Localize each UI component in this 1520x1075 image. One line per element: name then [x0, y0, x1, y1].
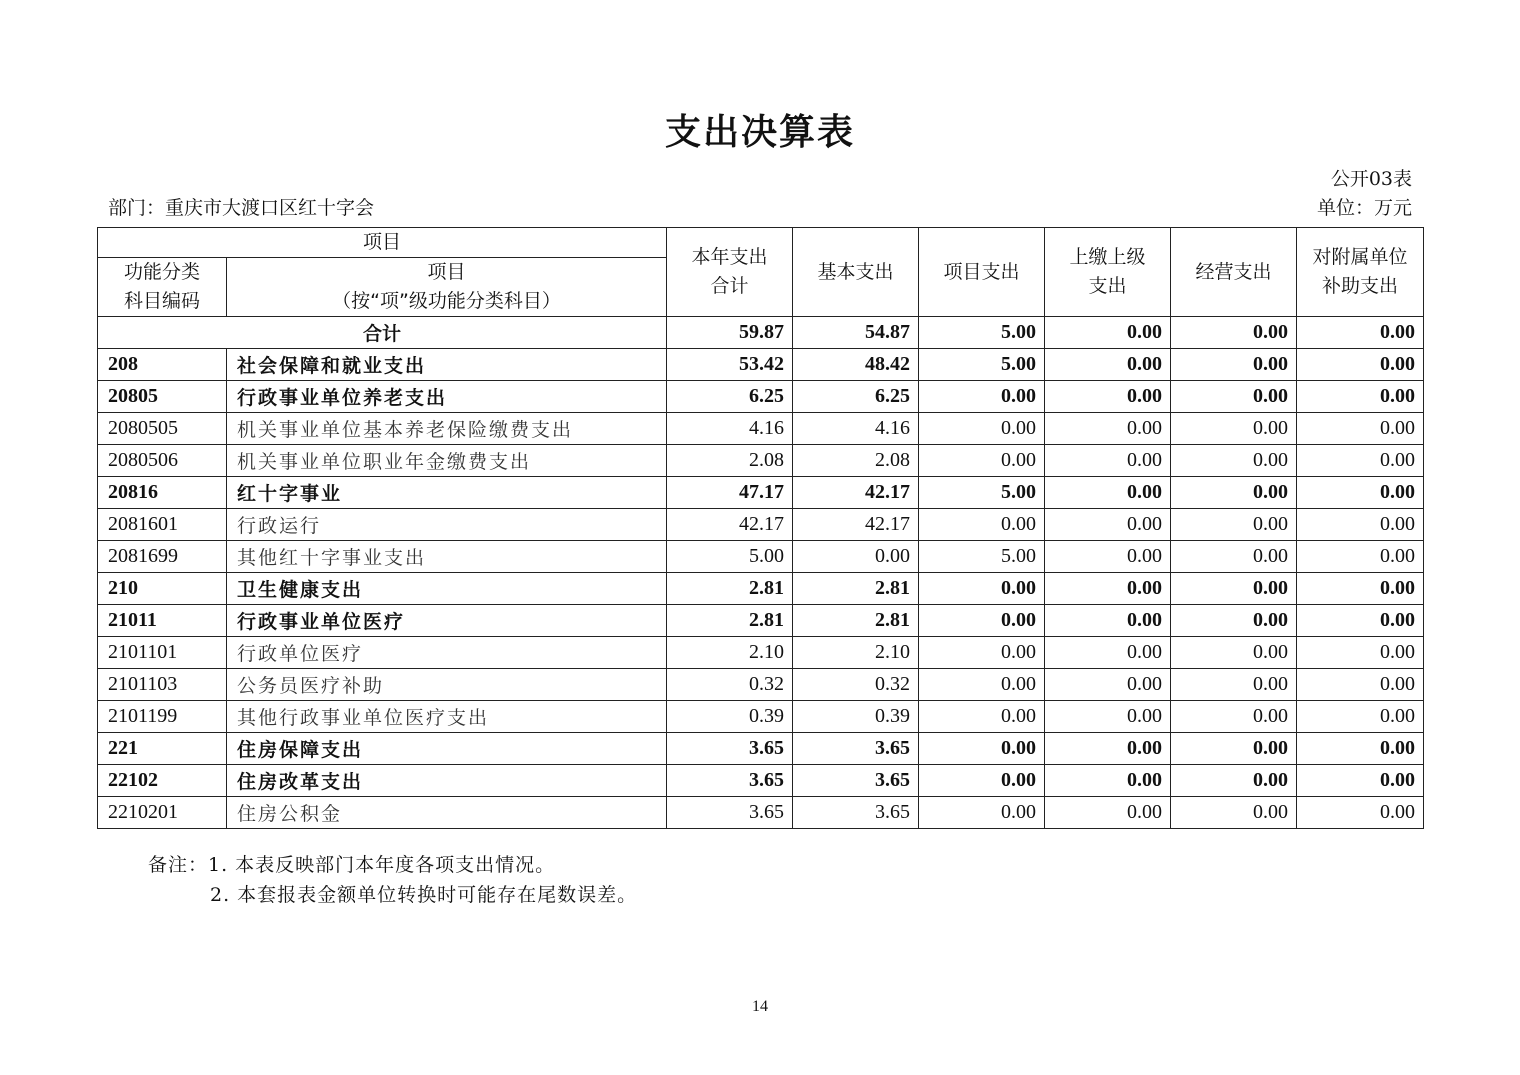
row-value: 0.00: [919, 765, 1045, 797]
row-value: 0.00: [1297, 413, 1424, 445]
row-code: 2080506: [98, 445, 227, 477]
row-value: 0.00: [919, 669, 1045, 701]
expenditure-table: [97, 227, 1424, 829]
total-value: 0.00: [1171, 317, 1297, 349]
row-value: 2.10: [793, 637, 919, 669]
row-code: 208: [98, 349, 227, 381]
row-value: 0.00: [1297, 669, 1424, 701]
row-value: 3.65: [667, 765, 793, 797]
row-code: 22102: [98, 765, 227, 797]
table-row: [98, 445, 1424, 477]
row-value: 0.00: [919, 573, 1045, 605]
row-value: 3.65: [793, 765, 919, 797]
row-value: 3.65: [667, 733, 793, 765]
row-code: 2081699: [98, 541, 227, 573]
table-row: [98, 573, 1424, 605]
row-value: 0.39: [793, 701, 919, 733]
row-value: 0.00: [919, 797, 1045, 829]
row-value: 0.00: [1297, 349, 1424, 381]
row-code: 21011: [98, 605, 227, 637]
row-value: 0.00: [1045, 381, 1171, 413]
row-value: 3.65: [793, 797, 919, 829]
row-value: 0.00: [1297, 445, 1424, 477]
row-value: 0.00: [1045, 413, 1171, 445]
row-value: 0.00: [1297, 541, 1424, 573]
row-name: 住房公积金: [227, 797, 667, 829]
row-value: 0.00: [919, 413, 1045, 445]
row-name: 机关事业单位基本养老保险缴费支出: [227, 413, 667, 445]
row-value: 5.00: [919, 541, 1045, 573]
row-value: 0.32: [667, 669, 793, 701]
row-value: 0.00: [793, 541, 919, 573]
note-line-1: 备注：1. 本表反映部门本年度各项支出情况。: [148, 854, 556, 876]
row-value: 0.32: [793, 669, 919, 701]
table-row: [98, 765, 1424, 797]
row-value: 0.00: [1171, 797, 1297, 829]
row-value: 0.00: [919, 381, 1045, 413]
row-value: 53.42: [667, 349, 793, 381]
header-project: 项目: [98, 228, 667, 258]
row-value: 2.08: [793, 445, 919, 477]
row-value: 0.00: [1171, 541, 1297, 573]
row-value: 0.00: [1297, 733, 1424, 765]
row-name: 红十字事业: [227, 477, 667, 509]
note-line-2: 2. 本套报表金额单位转换时可能存在尾数误差。: [210, 884, 638, 906]
row-name: 其他行政事业单位医疗支出: [227, 701, 667, 733]
row-value: 0.00: [1171, 413, 1297, 445]
table-row: [98, 413, 1424, 445]
row-value: 0.00: [919, 733, 1045, 765]
row-value: 5.00: [919, 349, 1045, 381]
row-value: 0.00: [1045, 477, 1171, 509]
row-value: 0.00: [1171, 605, 1297, 637]
row-value: 42.17: [793, 509, 919, 541]
total-value: 59.87: [667, 317, 793, 349]
row-value: 2.81: [667, 605, 793, 637]
row-value: 0.39: [667, 701, 793, 733]
row-value: 0.00: [1171, 669, 1297, 701]
row-name: 卫生健康支出: [227, 573, 667, 605]
row-name: 其他红十字事业支出: [227, 541, 667, 573]
header-code: 功能分类 科目编码: [98, 258, 227, 317]
row-name: 行政事业单位医疗: [227, 605, 667, 637]
row-value: 0.00: [1297, 797, 1424, 829]
row-code: 2101103: [98, 669, 227, 701]
row-value: 2.81: [793, 605, 919, 637]
row-value: 0.00: [1045, 349, 1171, 381]
row-value: 6.25: [793, 381, 919, 413]
row-value: 0.00: [1171, 701, 1297, 733]
row-name: 行政单位医疗: [227, 637, 667, 669]
row-value: 0.00: [1297, 573, 1424, 605]
row-value: 4.16: [667, 413, 793, 445]
row-value: 0.00: [1045, 541, 1171, 573]
row-value: 2.10: [667, 637, 793, 669]
row-name: 行政事业单位养老支出: [227, 381, 667, 413]
row-value: 48.42: [793, 349, 919, 381]
row-value: 0.00: [1171, 509, 1297, 541]
row-name: 公务员医疗补助: [227, 669, 667, 701]
row-value: 6.25: [667, 381, 793, 413]
row-value: 2.81: [793, 573, 919, 605]
row-value: 2.81: [667, 573, 793, 605]
row-code: 20816: [98, 477, 227, 509]
table-row: [98, 733, 1424, 765]
row-name: 机关事业单位职业年金缴费支出: [227, 445, 667, 477]
row-value: 0.00: [919, 637, 1045, 669]
row-value: 0.00: [1171, 477, 1297, 509]
header-total: 本年支出 合计: [667, 228, 793, 317]
row-value: 0.00: [1171, 637, 1297, 669]
row-value: 0.00: [1297, 477, 1424, 509]
total-row: [98, 317, 1424, 349]
row-value: 0.00: [1297, 605, 1424, 637]
row-value: 0.00: [1297, 637, 1424, 669]
row-value: 0.00: [919, 445, 1045, 477]
row-value: 0.00: [919, 701, 1045, 733]
row-value: 42.17: [793, 477, 919, 509]
row-code: 2101101: [98, 637, 227, 669]
unit-label: 单位：万元: [1316, 197, 1412, 219]
total-label: 合计: [98, 317, 667, 349]
table-row: [98, 637, 1424, 669]
row-value: 0.00: [1171, 381, 1297, 413]
row-code: 221: [98, 733, 227, 765]
table-row: [98, 477, 1424, 509]
row-value: 0.00: [1045, 605, 1171, 637]
total-value: 54.87: [793, 317, 919, 349]
row-value: 4.16: [793, 413, 919, 445]
table-row: [98, 797, 1424, 829]
notes: [148, 850, 637, 910]
row-code: 2101199: [98, 701, 227, 733]
row-value: 0.00: [1045, 733, 1171, 765]
row-value: 0.00: [1171, 349, 1297, 381]
row-value: 0.00: [1297, 381, 1424, 413]
row-value: 2.08: [667, 445, 793, 477]
table-row: [98, 669, 1424, 701]
row-name: 住房改革支出: [227, 765, 667, 797]
header-subsidy: 对附属单位 补助支出: [1297, 228, 1424, 317]
row-value: 0.00: [1171, 765, 1297, 797]
total-value: 5.00: [919, 317, 1045, 349]
row-value: 0.00: [1297, 509, 1424, 541]
row-code: 2210201: [98, 797, 227, 829]
row-code: 2080505: [98, 413, 227, 445]
row-value: 5.00: [667, 541, 793, 573]
row-value: 0.00: [1045, 573, 1171, 605]
header-project-exp: 项目支出: [919, 228, 1045, 317]
row-value: 0.00: [1045, 637, 1171, 669]
table-row: [98, 701, 1424, 733]
row-value: 42.17: [667, 509, 793, 541]
row-value: 3.65: [793, 733, 919, 765]
row-value: 0.00: [919, 509, 1045, 541]
table-row: [98, 509, 1424, 541]
row-value: 0.00: [1045, 445, 1171, 477]
row-value: 0.00: [1297, 701, 1424, 733]
header-project-name: 项目 （按“项”级功能分类科目）: [227, 258, 667, 317]
table-row: [98, 381, 1424, 413]
row-name: 社会保障和就业支出: [227, 349, 667, 381]
row-value: 0.00: [919, 605, 1045, 637]
row-value: 47.17: [667, 477, 793, 509]
table-row: [98, 541, 1424, 573]
row-name: 行政运行: [227, 509, 667, 541]
table-row: [98, 605, 1424, 637]
header-superior: 上缴上级 支出: [1045, 228, 1171, 317]
row-value: 0.00: [1171, 733, 1297, 765]
total-value: 0.00: [1045, 317, 1171, 349]
table-number: 公开03表: [1330, 168, 1412, 190]
header-business: 经营支出: [1171, 228, 1297, 317]
row-value: 0.00: [1045, 701, 1171, 733]
total-value: 0.00: [1297, 317, 1424, 349]
row-code: 2081601: [98, 509, 227, 541]
header-basic: 基本支出: [793, 228, 919, 317]
table-body: [98, 317, 1424, 829]
row-value: 0.00: [1045, 509, 1171, 541]
row-code: 210: [98, 573, 227, 605]
row-value: 0.00: [1045, 797, 1171, 829]
row-value: 0.00: [1171, 573, 1297, 605]
row-value: 0.00: [1171, 445, 1297, 477]
row-value: 0.00: [1045, 765, 1171, 797]
row-name: 住房保障支出: [227, 733, 667, 765]
document-title: 支出决算表: [664, 112, 855, 153]
row-code: 20805: [98, 381, 227, 413]
row-value: 5.00: [919, 477, 1045, 509]
row-value: 0.00: [1045, 669, 1171, 701]
table-row: [98, 349, 1424, 381]
row-value: 0.00: [1297, 765, 1424, 797]
row-value: 3.65: [667, 797, 793, 829]
page-number: 14: [752, 998, 768, 1015]
department-label: 部门：重庆市大渡口区红十字会: [108, 197, 375, 219]
